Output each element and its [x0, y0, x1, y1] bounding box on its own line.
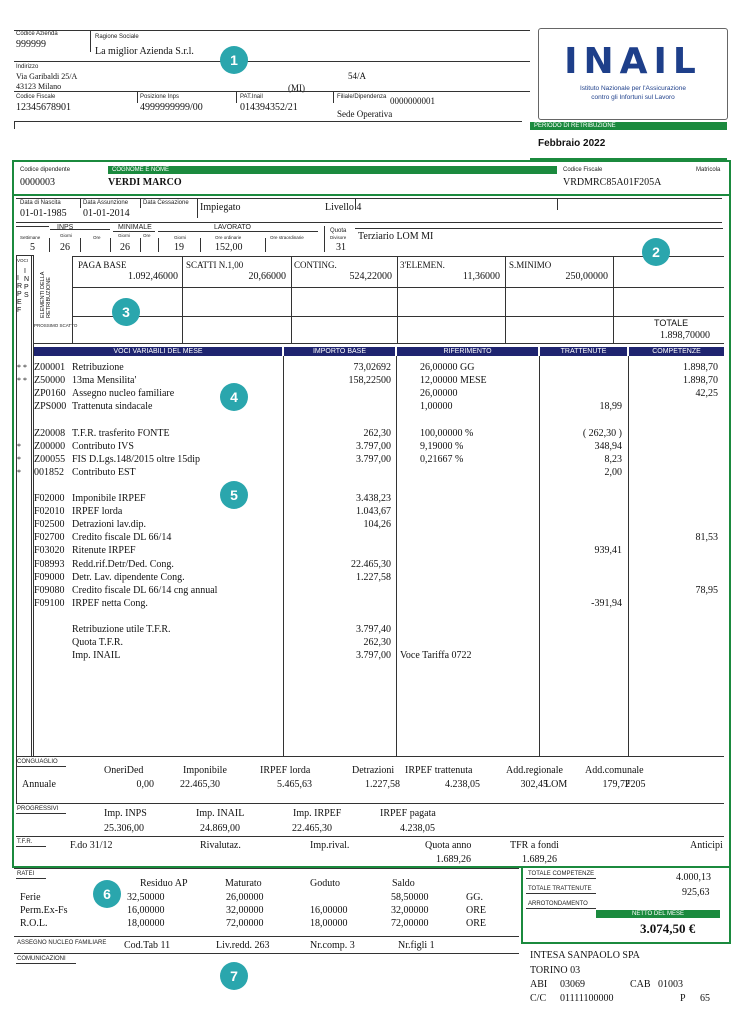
row-competenze: 42,25: [695, 388, 718, 400]
ratei-goduto: 16,00000: [310, 905, 348, 916]
progressivi-value: 25.306,00: [104, 823, 144, 834]
cab: 01003: [658, 979, 683, 990]
hire-date-label: Data Assunzione: [83, 200, 129, 206]
quota-label: Quota: [330, 228, 347, 234]
conguaglio-header: IRPEF lorda: [260, 765, 311, 776]
row-importo: 3.438,23: [356, 493, 391, 504]
company-code-label: Codice Azienda: [16, 31, 58, 37]
row-code: Z00001: [34, 362, 66, 373]
tfr-header: Rivalutaz.: [200, 840, 241, 851]
anf-figli: Nr.figli 1: [398, 940, 435, 951]
row-importo: 1.227,58: [356, 571, 391, 583]
ratei-ap: 18,00000: [127, 918, 165, 929]
abi-label: ABI: [530, 979, 548, 990]
conguaglio-header: Add.regionale: [506, 765, 563, 776]
address-street: Via Garibaldi 25/A: [16, 72, 78, 81]
pat-inail-label: PAT.Inail: [240, 94, 263, 100]
progressivi-header: IRPEF pagata: [380, 808, 436, 819]
row-desc: Credito fiscale DL 66/14: [72, 532, 172, 544]
row-desc: Retribuzione: [72, 362, 124, 373]
address-province: (MI): [288, 83, 305, 93]
tfr-a-fondi: 1.689,26: [522, 854, 557, 865]
totale-value: 1.898,70000: [660, 330, 710, 341]
row-riferimento: 1,00000: [420, 401, 453, 413]
row-code: Z00000: [34, 440, 66, 452]
row-importo: 3.797,40: [356, 624, 391, 635]
ratei-goduto: 18,00000: [310, 918, 348, 929]
row-trattenute: 8,23: [604, 453, 622, 465]
row-importo: 3.797,00: [356, 453, 391, 465]
inps-giorni-label: Giorni: [60, 233, 73, 238]
badge-1: 1: [220, 46, 248, 74]
row-code: 001852: [34, 466, 64, 478]
ratei-saldo: 32,00000: [391, 905, 429, 916]
row-importo: 73,02692: [353, 362, 391, 373]
comunicazioni-label: COMUNICAZIONI: [17, 956, 66, 962]
conguaglio-header: Add.comunale: [585, 765, 644, 776]
row-marker: *: [17, 441, 21, 451]
row-desc: Assegno nucleo familiare: [72, 388, 175, 400]
min-giorni: 26: [120, 242, 130, 253]
row-riferimento: 9,19000 %: [420, 440, 464, 452]
row-importo: 22.465,30: [351, 558, 391, 570]
row-desc: Contributo EST: [72, 466, 136, 478]
ratei-header: Residuo AP: [140, 878, 188, 889]
inps-position: 4999999999/00: [140, 102, 203, 113]
row-desc: IRPEF netta Cong.: [72, 597, 148, 609]
row-code: ZP0160: [34, 388, 66, 400]
element-value: 250,00000: [565, 271, 608, 282]
anf-comp: Nr.comp. 3: [310, 940, 355, 951]
divisore-label: Divisore: [330, 235, 347, 240]
birth-date: 01-01-1985: [20, 208, 67, 219]
row-code: F09000: [34, 571, 65, 583]
element-value: 20,66000: [248, 271, 286, 282]
inail-logo-box: [538, 28, 728, 120]
conguaglio-row-label: Annuale: [22, 779, 56, 790]
row-desc: Imp. INAIL: [72, 650, 121, 662]
employee-code: 0000003: [20, 177, 55, 188]
ratei-ap: 16,00000: [127, 905, 165, 916]
row-riferimento: 12,00000 MESE: [420, 375, 487, 387]
row-trattenute: ( 262,30 ): [582, 427, 622, 439]
conguaglio-value: 22.465,30: [180, 779, 220, 790]
elementi-label: ELEMENTI DELLA RETRIBUZIONE: [40, 271, 52, 318]
employee-matricola-label: Matricola: [696, 167, 721, 173]
pat-inail: 014394352/21: [240, 102, 298, 113]
competenze-header: COMPETENZE: [629, 347, 724, 356]
element-label: CONTING.: [294, 260, 337, 270]
tfr-label: T.F.R.: [17, 839, 33, 845]
period-label: PERIODO DI RETRIBUZIONE: [530, 122, 727, 130]
inail-sub2: contro gli Infortuni sul Lavoro: [591, 94, 675, 101]
row-desc: 13ma Mensilita': [72, 375, 137, 387]
ratei-maturato: 26,00000: [226, 892, 264, 903]
address-city: 43123 Milano: [16, 82, 62, 91]
row-trattenute: -391,94: [591, 597, 622, 609]
arrotondamento-label: ARROTONDAMENTO: [528, 901, 588, 907]
employee-tax: VRDMRC85A01F205A: [563, 177, 662, 188]
voci-header: VOCI VARIABILI DEL MESE: [34, 347, 282, 356]
conguaglio-value: 5.465,63: [277, 779, 312, 790]
bank-branch: TORINO 03: [530, 965, 581, 976]
site-type: Sede Operativa: [337, 109, 393, 119]
row-desc: Detrazioni lav.dip.: [72, 519, 147, 531]
conguaglio-header: Detrazioni: [352, 765, 395, 776]
conguaglio-header: OneriDed: [104, 765, 144, 776]
conguaglio-header: Imponibile: [183, 765, 227, 776]
element-value: 11,36000: [462, 271, 500, 282]
progressivi-header: Imp. INPS: [104, 808, 147, 819]
address-number: 54/A: [348, 71, 366, 81]
settimane-label: Settimane: [20, 235, 41, 240]
badge-7: 7: [220, 962, 248, 990]
ratei-header: Maturato: [225, 878, 262, 889]
contract: Terziario LOM MI: [358, 231, 434, 242]
ratei-label: RATEI: [17, 871, 35, 877]
progressivi-value: 22.465,30: [292, 823, 332, 834]
anf-liv: Liv.redd. 263: [216, 940, 270, 951]
row-marker: *: [17, 454, 21, 464]
lav-ore: 152,00: [215, 242, 243, 253]
tfr-header: Imp.rival.: [310, 840, 350, 851]
totale-label: TOTALE: [654, 318, 689, 328]
tfr-quota-anno: 1.689,26: [436, 854, 471, 865]
row-competenze: 1.898,70: [683, 375, 718, 387]
ratei-header: Saldo: [392, 878, 415, 889]
row-code: ZPS000: [34, 401, 67, 413]
row-marker: * *: [17, 376, 27, 386]
anf-tab: Cod.Tab 11: [124, 940, 171, 951]
row-riferimento: 100,00000 %: [420, 427, 474, 439]
cab-label: CAB: [630, 979, 651, 990]
employee-name: VERDI MARCO: [108, 177, 182, 188]
ratei-name: R.O.L.: [20, 918, 48, 929]
inps-ore-label: Ore: [93, 235, 101, 240]
conguaglio-value: 1.227,58: [365, 779, 400, 790]
totale-competenze-label: TOTALE COMPETENZE: [528, 871, 595, 877]
address-label: Indirizzo: [16, 64, 39, 70]
row-desc: Detr. Lav. dipendente Cong.: [72, 571, 185, 583]
inail-sub1: Istituto Nazionale per l'Assicurazione: [579, 85, 686, 92]
settimane: 5: [30, 242, 35, 253]
row-code: F09080: [34, 584, 65, 596]
voci-label: VOCI: [17, 258, 29, 263]
ratei-saldo: 58,50000: [391, 892, 429, 903]
row-desc: Retribuzione utile T.F.R.: [72, 624, 171, 635]
row-desc: T.F.R. trasferito FONTE: [72, 427, 170, 439]
row-importo: 3.797,00: [356, 440, 391, 452]
min-ore-label: Ore: [143, 233, 151, 238]
birth-date-label: Data di Nascita: [20, 200, 61, 206]
riferimento-header: RIFERIMENTO: [397, 347, 538, 356]
tfr-header: TFR a fondi: [510, 840, 559, 851]
ratei-ap: 32,50000: [127, 892, 165, 903]
row-code: Z20008: [34, 427, 66, 439]
progressivi-value: 24.869,00: [200, 823, 240, 834]
cc-number: 01111100000: [560, 993, 614, 1004]
job-level: Livello 4: [325, 202, 362, 213]
row-importo: 262,30: [363, 637, 391, 649]
ratei-unit: ORE: [466, 918, 486, 929]
ratei-header: Goduto: [310, 878, 340, 889]
row-marker: *: [17, 467, 21, 477]
prossimo-scatto-label: PROSSIMO SCATTO: [34, 323, 78, 328]
conguaglio-header: IRPEF trattenuta: [405, 765, 473, 776]
badge-4: 4: [220, 383, 248, 411]
company-name-label: Ragione Sociale: [95, 34, 139, 40]
netto-value: 3.074,50 €: [640, 921, 696, 936]
ore-ordinarie-label: Ore ordinarie: [215, 235, 242, 240]
ratei-unit: GG.: [466, 892, 483, 903]
inps-side-label: I N P S: [24, 268, 30, 299]
ratei-name: Perm.Ex-Fs: [20, 905, 68, 916]
row-desc: Imponibile IRPEF: [72, 493, 146, 504]
tfr-header: Anticipi: [690, 840, 723, 851]
row-competenze: 81,53: [695, 532, 718, 544]
row-riferimento: 26,00000 GG: [420, 362, 475, 373]
row-code: F02010: [34, 506, 65, 518]
employee-tax-label: Codice Fiscale: [563, 167, 603, 173]
progressivi-value: 4.238,05: [400, 823, 435, 834]
row-riferimento: 0,21667 %: [420, 453, 464, 465]
row-code: F08993: [34, 558, 65, 570]
p-value: 65: [700, 993, 710, 1004]
ratei-maturato: 72,00000: [226, 918, 264, 929]
ratei-unit: ORE: [466, 905, 486, 916]
minimale-label: MINIMALE: [118, 224, 152, 231]
row-trattenute: 2,00: [604, 466, 622, 478]
lav-giorni: 19: [174, 242, 184, 253]
branch-label: Filiale/Dipendenza: [337, 94, 387, 100]
divisore: 31: [336, 242, 346, 253]
row-desc: Trattenuta sindacale: [72, 401, 153, 413]
row-importo: 262,30: [363, 427, 391, 439]
row-trattenute: 18,99: [599, 401, 622, 413]
totale-competenze: 4.000,13: [676, 872, 711, 883]
row-code: F02500: [34, 519, 65, 531]
row-marker: * *: [17, 363, 27, 372]
tfr-header: Quota anno: [425, 840, 472, 851]
row-desc: FIS D.Lgs.148/2015 oltre 15dip: [72, 453, 201, 465]
element-value: 524,22000: [349, 271, 392, 282]
tax-code: 12345678901: [16, 102, 71, 113]
row-desc: Contributo IVS: [72, 440, 134, 452]
company-name: La miglior Azienda S.r.l.: [95, 46, 194, 57]
hire-date: 01-01-2014: [83, 208, 130, 219]
netto-label: NETTO DEL MESE: [596, 910, 720, 918]
element-label: SCATTI N.1,00: [186, 260, 244, 270]
company-code: 999999: [16, 39, 46, 50]
row-code: Z00055: [34, 453, 66, 465]
termination-date-label: Data Cessazione: [143, 200, 189, 206]
inps-giorni: 26: [60, 242, 70, 253]
element-label: 3'ELEMEN.: [400, 260, 445, 270]
conguaglio-value: F205: [625, 779, 646, 790]
ratei-saldo: 72,00000: [391, 918, 429, 929]
irpef-side-label: I R P E F: [17, 275, 23, 314]
conguaglio-value: 179,72: [602, 779, 630, 790]
importo-header: IMPORTO BASE: [284, 347, 395, 356]
abi: 03069: [560, 979, 585, 990]
conguaglio-value: 4.238,05: [445, 779, 480, 790]
row-code: F09100: [34, 597, 65, 609]
bank-name: INTESA SANPAOLO SPA: [530, 950, 640, 961]
element-label: S.MINIMO: [509, 260, 552, 270]
lavorato-label: LAVORATO: [214, 224, 251, 231]
totale-trattenute-label: TOTALE TRATTENUTE: [528, 886, 592, 892]
row-importo: 158,22500: [348, 375, 391, 387]
row-trattenute: 348,94: [594, 440, 622, 452]
trattenute-header: TRATTENUTE: [540, 347, 627, 356]
row-riferimento: Voce Tariffa 0722: [400, 650, 472, 662]
row-desc: Quota T.F.R.: [72, 637, 124, 649]
row-competenze: 78,95: [695, 584, 718, 596]
row-desc: Redd.rif.Detr/Ded. Cong.: [72, 558, 174, 570]
conguaglio-value: 0,00: [136, 779, 154, 790]
badge-3: 3: [112, 298, 140, 326]
row-code: Z50000: [34, 375, 66, 387]
badge-5: 5: [220, 481, 248, 509]
progressivi-label: PROGRESSIVI: [17, 806, 59, 812]
inps-position-label: Posizione Inps: [140, 94, 180, 100]
row-importo: 3.797,00: [356, 650, 391, 662]
min-giorni-label: Giorni: [118, 233, 131, 238]
cc-label: C/C: [530, 993, 547, 1004]
row-desc: IRPEF lorda: [72, 506, 123, 518]
progressivi-header: Imp. IRPEF: [293, 808, 342, 819]
row-code: F02700: [34, 532, 65, 544]
row-code: F03020: [34, 545, 65, 557]
row-importo: 104,26: [363, 519, 391, 531]
tfr-header: F.do 31/12: [70, 840, 113, 851]
branch-code: 0000000001: [390, 96, 435, 106]
row-trattenute: 939,41: [594, 545, 622, 557]
anf-label: ASSEGNO NUCLEO FAMILIARE: [17, 940, 107, 946]
ratei-name: Ferie: [20, 892, 41, 903]
badge-6: 6: [93, 880, 121, 908]
row-importo: 1.043,67: [356, 506, 391, 518]
inps-label: INPS: [57, 224, 74, 231]
row-competenze: 1.898,70: [683, 362, 718, 373]
conguaglio-label: CONGUAGLIO: [17, 759, 58, 765]
conguaglio-value: LOM: [545, 779, 568, 790]
job-role: Impiegato: [200, 202, 241, 213]
inail-logo: INAIL: [564, 41, 702, 82]
row-riferimento: 26,00000: [420, 388, 458, 400]
badge-2: 2: [642, 238, 670, 266]
tax-code-label: Codice Fiscale: [16, 94, 56, 100]
ore-straordinarie-label: Ore straordinarie: [270, 235, 304, 240]
element-value: 1.092,46000: [128, 271, 178, 282]
row-desc: Credito fiscale DL 66/14 cng annual: [72, 584, 218, 596]
conguaglio-value: 302,45: [520, 779, 548, 790]
totale-trattenute: 925,63: [682, 887, 710, 898]
p-label: P: [680, 993, 686, 1004]
element-label: PAGA BASE: [78, 260, 127, 270]
row-code: F02000: [34, 493, 65, 504]
lav-giorni-label: Giorni: [174, 235, 187, 240]
progressivi-header: Imp. INAIL: [196, 808, 245, 819]
employee-name-label: COGNOME E NOME: [108, 166, 557, 174]
ratei-maturato: 32,00000: [226, 905, 264, 916]
row-desc: Ritenute IRPEF: [72, 545, 136, 557]
period-value: Febbraio 2022: [538, 138, 606, 149]
employee-code-label: Codice dipendente: [20, 167, 71, 173]
